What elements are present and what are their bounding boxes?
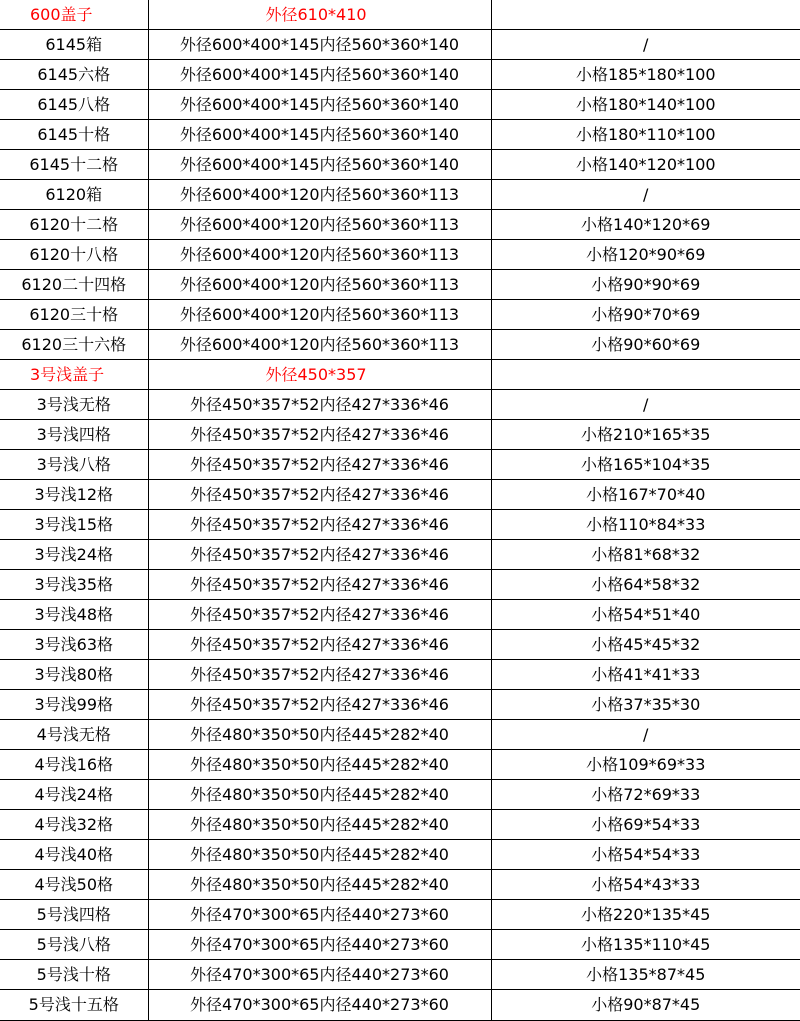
dimension-cell: 外径480*350*50内径445*282*40 bbox=[148, 720, 491, 750]
dimension-cell: 外径450*357 bbox=[148, 360, 491, 390]
compartment-cell: 小格135*110*45 bbox=[491, 930, 800, 960]
model-cell: 3号浅无格 bbox=[0, 390, 148, 420]
dimension-cell: 外径600*400*145内径560*360*140 bbox=[148, 150, 491, 180]
compartment-cell: 小格72*69*33 bbox=[491, 780, 800, 810]
compartment-cell: 小格165*104*35 bbox=[491, 450, 800, 480]
dimension-cell: 外径600*400*120内径560*360*113 bbox=[148, 270, 491, 300]
compartment-cell: 小格90*70*69 bbox=[491, 300, 800, 330]
model-cell: 6120三十格 bbox=[0, 300, 148, 330]
table-row bbox=[0, 390, 800, 420]
dimension-cell: 外径600*400*145内径560*360*140 bbox=[148, 60, 491, 90]
table-row bbox=[0, 90, 800, 120]
dimension-cell: 外径480*350*50内径445*282*40 bbox=[148, 870, 491, 900]
compartment-cell: 小格185*180*100 bbox=[491, 60, 800, 90]
table-row bbox=[0, 870, 800, 900]
compartment-cell: 小格120*90*69 bbox=[491, 240, 800, 270]
section-header-row bbox=[0, 360, 800, 390]
compartment-cell: 小格37*35*30 bbox=[491, 690, 800, 720]
model-cell: 6145八格 bbox=[0, 90, 148, 120]
table-row bbox=[0, 150, 800, 180]
model-cell: 4号浅24格 bbox=[0, 780, 148, 810]
table-row bbox=[0, 420, 800, 450]
compartment-cell: 小格90*87*45 bbox=[491, 990, 800, 1021]
compartment-cell: 小格140*120*69 bbox=[491, 210, 800, 240]
model-cell: 4号浅40格 bbox=[0, 840, 148, 870]
dimension-cell: 外径600*400*120内径560*360*113 bbox=[148, 240, 491, 270]
model-cell: 3号浅八格 bbox=[0, 450, 148, 480]
model-cell: 6145十二格 bbox=[0, 150, 148, 180]
model-cell: 5号浅四格 bbox=[0, 900, 148, 930]
compartment-cell bbox=[491, 0, 800, 30]
table-row bbox=[0, 570, 800, 600]
dimension-cell: 外径610*410 bbox=[148, 0, 491, 30]
model-cell: 3号浅四格 bbox=[0, 420, 148, 450]
table-row bbox=[0, 630, 800, 660]
table-row bbox=[0, 330, 800, 360]
dimension-cell: 外径600*400*120内径560*360*113 bbox=[148, 330, 491, 360]
dimension-cell: 外径450*357*52内径427*336*46 bbox=[148, 570, 491, 600]
dimension-cell: 外径480*350*50内径445*282*40 bbox=[148, 840, 491, 870]
table-row bbox=[0, 480, 800, 510]
compartment-cell: 小格81*68*32 bbox=[491, 540, 800, 570]
table-row bbox=[0, 540, 800, 570]
dimension-cell: 外径450*357*52内径427*336*46 bbox=[148, 420, 491, 450]
compartment-cell: 小格180*140*100 bbox=[491, 90, 800, 120]
dimension-cell: 外径470*300*65内径440*273*60 bbox=[148, 930, 491, 960]
model-cell: 3号浅63格 bbox=[0, 630, 148, 660]
compartment-cell: 小格140*120*100 bbox=[491, 150, 800, 180]
model-cell: 3号浅盖子 bbox=[0, 360, 148, 390]
table-row bbox=[0, 840, 800, 870]
model-cell: 4号浅32格 bbox=[0, 810, 148, 840]
dimension-cell: 外径600*400*145内径560*360*140 bbox=[148, 30, 491, 60]
compartment-cell: 小格45*45*32 bbox=[491, 630, 800, 660]
model-cell: 3号浅35格 bbox=[0, 570, 148, 600]
model-cell: 3号浅48格 bbox=[0, 600, 148, 630]
model-cell: 600盖子 bbox=[0, 0, 148, 30]
model-cell: 6120二十四格 bbox=[0, 270, 148, 300]
model-cell: 6145箱 bbox=[0, 30, 148, 60]
table-row bbox=[0, 660, 800, 690]
model-cell: 4号浅50格 bbox=[0, 870, 148, 900]
table-row bbox=[0, 120, 800, 150]
model-cell: 3号浅24格 bbox=[0, 540, 148, 570]
model-cell: 4号浅无格 bbox=[0, 720, 148, 750]
compartment-cell: 小格54*54*33 bbox=[491, 840, 800, 870]
model-cell: 6120十二格 bbox=[0, 210, 148, 240]
compartment-cell: / bbox=[491, 30, 800, 60]
model-cell: 5号浅十五格 bbox=[0, 990, 148, 1021]
table-row bbox=[0, 180, 800, 210]
dimension-cell: 外径480*350*50内径445*282*40 bbox=[148, 810, 491, 840]
dimension-cell: 外径480*350*50内径445*282*40 bbox=[148, 780, 491, 810]
table-row bbox=[0, 780, 800, 810]
compartment-cell: 小格135*87*45 bbox=[491, 960, 800, 990]
model-cell: 6145十格 bbox=[0, 120, 148, 150]
dimension-cell: 外径600*400*120内径560*360*113 bbox=[148, 210, 491, 240]
model-cell: 3号浅15格 bbox=[0, 510, 148, 540]
model-cell: 6145六格 bbox=[0, 60, 148, 90]
dimension-cell: 外径450*357*52内径427*336*46 bbox=[148, 480, 491, 510]
model-cell: 5号浅十格 bbox=[0, 960, 148, 990]
dimension-cell: 外径470*300*65内径440*273*60 bbox=[148, 900, 491, 930]
table-row bbox=[0, 450, 800, 480]
model-cell: 5号浅八格 bbox=[0, 930, 148, 960]
dimension-cell: 外径470*300*65内径440*273*60 bbox=[148, 960, 491, 990]
table-row bbox=[0, 810, 800, 840]
compartment-cell: 小格110*84*33 bbox=[491, 510, 800, 540]
dimension-cell: 外径450*357*52内径427*336*46 bbox=[148, 630, 491, 660]
table-row bbox=[0, 240, 800, 270]
dimension-cell: 外径600*400*120内径560*360*113 bbox=[148, 300, 491, 330]
compartment-cell: 小格90*90*69 bbox=[491, 270, 800, 300]
compartment-cell: 小格41*41*33 bbox=[491, 660, 800, 690]
compartment-cell: / bbox=[491, 180, 800, 210]
model-cell: 6120箱 bbox=[0, 180, 148, 210]
table-row bbox=[0, 210, 800, 240]
table-row bbox=[0, 600, 800, 630]
compartment-cell: 小格54*43*33 bbox=[491, 870, 800, 900]
model-cell: 3号浅12格 bbox=[0, 480, 148, 510]
compartment-cell: 小格54*51*40 bbox=[491, 600, 800, 630]
compartment-cell: 小格167*70*40 bbox=[491, 480, 800, 510]
dimension-cell: 外径600*400*145内径560*360*140 bbox=[148, 120, 491, 150]
dimension-cell: 外径450*357*52内径427*336*46 bbox=[148, 690, 491, 720]
model-cell: 4号浅16格 bbox=[0, 750, 148, 780]
compartment-cell: 小格109*69*33 bbox=[491, 750, 800, 780]
dimension-cell: 外径450*357*52内径427*336*46 bbox=[148, 600, 491, 630]
dimension-cell: 外径450*357*52内径427*336*46 bbox=[148, 450, 491, 480]
compartment-cell: 小格180*110*100 bbox=[491, 120, 800, 150]
table-row bbox=[0, 510, 800, 540]
table-row bbox=[0, 750, 800, 780]
table-row bbox=[0, 690, 800, 720]
section-header-row bbox=[0, 0, 800, 30]
compartment-cell: 小格90*60*69 bbox=[491, 330, 800, 360]
dimension-cell: 外径600*400*145内径560*360*140 bbox=[148, 90, 491, 120]
table-row bbox=[0, 270, 800, 300]
compartment-cell bbox=[491, 360, 800, 390]
dimension-cell: 外径450*357*52内径427*336*46 bbox=[148, 390, 491, 420]
dimension-cell: 外径600*400*120内径560*360*113 bbox=[148, 180, 491, 210]
compartment-cell: 小格64*58*32 bbox=[491, 570, 800, 600]
dimension-cell: 外径480*350*50内径445*282*40 bbox=[148, 750, 491, 780]
dimension-cell: 外径450*357*52内径427*336*46 bbox=[148, 510, 491, 540]
compartment-cell: / bbox=[491, 390, 800, 420]
table-row bbox=[0, 900, 800, 930]
compartment-cell: 小格210*165*35 bbox=[491, 420, 800, 450]
dimension-cell: 外径450*357*52内径427*336*46 bbox=[148, 540, 491, 570]
model-cell: 6120三十六格 bbox=[0, 330, 148, 360]
model-cell: 3号浅80格 bbox=[0, 660, 148, 690]
model-cell: 6120十八格 bbox=[0, 240, 148, 270]
compartment-cell: 小格69*54*33 bbox=[491, 810, 800, 840]
table-row bbox=[0, 720, 800, 750]
table-row bbox=[0, 300, 800, 330]
model-cell: 3号浅99格 bbox=[0, 690, 148, 720]
table-row bbox=[0, 60, 800, 90]
dimension-cell: 外径470*300*65内径440*273*60 bbox=[148, 990, 491, 1021]
dimension-cell: 外径450*357*52内径427*336*46 bbox=[148, 660, 491, 690]
compartment-cell: / bbox=[491, 720, 800, 750]
compartment-cell: 小格220*135*45 bbox=[491, 900, 800, 930]
table-row bbox=[0, 930, 800, 960]
table-row bbox=[0, 960, 800, 990]
table-row bbox=[0, 30, 800, 60]
